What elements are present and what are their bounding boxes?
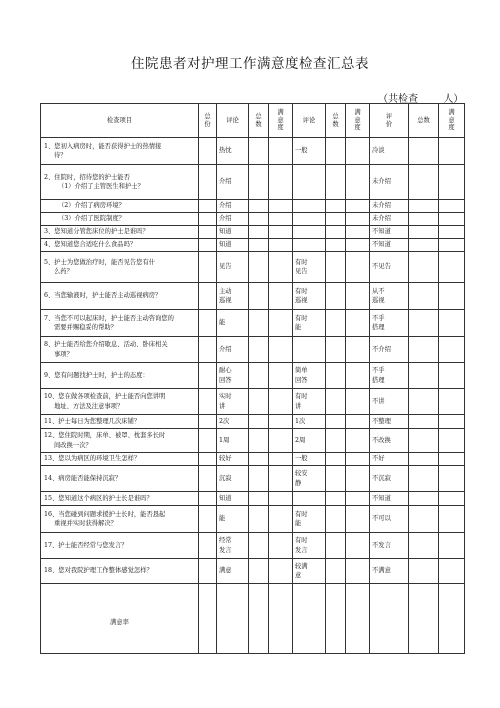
count-cell-3	[409, 415, 439, 429]
total-cell	[199, 453, 217, 466]
total-cell	[199, 310, 217, 337]
satisfaction-rate-cell	[346, 584, 370, 654]
satisfaction-cell-3	[439, 337, 465, 363]
satisfaction-cell-2	[346, 165, 370, 200]
satisfaction-rate-cell	[439, 584, 465, 654]
question-cell	[41, 453, 199, 466]
satisfaction-cell-2	[346, 283, 370, 310]
question-cell	[41, 415, 199, 429]
satisfaction-cell-1	[269, 226, 293, 239]
question-text: 16、当您碰到问题求援护士长时，能否恳起	[44, 510, 166, 518]
question-cell	[41, 213, 199, 226]
answer-option-1: 沉寂	[217, 466, 249, 492]
answer-option-2: 有时 能	[293, 506, 326, 533]
count-cell-1	[249, 389, 269, 415]
count-cell-3	[409, 138, 439, 165]
count-cell-2	[326, 310, 346, 337]
satisfaction-cell-2	[346, 466, 370, 492]
table-row	[41, 226, 465, 239]
question-text: 12、您住院时期，床单、被罩、枕套多长时	[44, 432, 166, 440]
question-cell	[41, 559, 199, 584]
answer-option-3: 不满意	[370, 559, 409, 584]
count-cell-3	[409, 165, 439, 200]
question-text: 6、当您输液时，护士能否主动巡视病房？	[44, 292, 162, 300]
satisfaction-cell-2	[346, 453, 370, 466]
header-count-3: 总数	[409, 104, 439, 138]
count-cell-3	[409, 239, 439, 252]
count-cell-3	[409, 506, 439, 533]
question-text: 么药？	[54, 268, 73, 275]
header-satisfaction-1: 满 意 度	[269, 104, 293, 138]
answer-option-2	[293, 165, 326, 200]
table-row	[41, 453, 465, 466]
question-text: 9、您有问题找护士时，护士的态度：	[44, 371, 149, 379]
header-count-1: 总 数	[249, 104, 269, 138]
question-text: 15、您知道这个病区的护士长是谁吗？	[44, 494, 153, 502]
answer-option-1: 知道	[217, 239, 249, 252]
satisfaction-cell-2	[346, 559, 370, 584]
satisfaction-cell-1	[269, 310, 293, 337]
answer-option-3: 不发言	[370, 533, 409, 559]
question-text: 事项？	[54, 350, 73, 358]
page-title: 住院患者对护理工作满意度检查汇总表	[131, 56, 369, 72]
question-cell	[41, 239, 199, 252]
answer-option-3: 不介绍	[370, 337, 409, 363]
count-cell-3	[409, 310, 439, 337]
question-text: 10、您在做各项检查前，护士能否向您讲明	[44, 393, 166, 401]
satisfaction-cell-1	[269, 559, 293, 584]
total-cell	[199, 363, 217, 389]
count-cell-1	[249, 239, 269, 252]
answer-option-3: 不讲	[370, 389, 409, 415]
answer-option-2: 有时 发言	[293, 533, 326, 559]
total-cell	[199, 492, 217, 506]
satisfaction-rate-row	[41, 584, 465, 654]
question-text: 11、护士每日为您整理几次床铺？	[44, 417, 141, 425]
question-text: 1、您初入病房时，能否获得护士的热情接	[44, 142, 162, 150]
count-cell-3	[409, 283, 439, 310]
answer-option-1: 实时 讲	[217, 389, 249, 415]
table-row	[41, 252, 465, 283]
answer-option-1: 主动 巡视	[217, 283, 249, 310]
satisfaction-rate-cell	[199, 584, 217, 654]
satisfaction-cell-1	[269, 138, 293, 165]
answer-option-1: 热忱	[217, 138, 249, 165]
answer-option-1: 耐心 回答	[217, 363, 249, 389]
answer-option-1: 介绍	[217, 213, 249, 226]
satisfaction-cell-3	[439, 138, 465, 165]
total-cell	[199, 389, 217, 415]
count-cell-2	[326, 138, 346, 165]
total-cell	[199, 252, 217, 283]
question-cell	[41, 466, 199, 492]
header-satisfaction-2: 满 意 度	[346, 104, 370, 138]
satisfaction-cell-1	[269, 283, 293, 310]
total-cell	[199, 138, 217, 165]
answer-option-1: 介绍	[217, 165, 249, 200]
count-cell-1	[249, 165, 269, 200]
satisfaction-cell-3	[439, 415, 465, 429]
question-text: 18、您对我院护理工作整体感觉怎样？	[44, 567, 153, 575]
answer-option-2	[293, 200, 326, 213]
question-text: 2、住院时，招待您的护士能否	[44, 173, 130, 181]
question-text: 需要并赐稳妥的帮助？	[54, 324, 117, 331]
satisfaction-cell-2	[346, 239, 370, 252]
header-total-copies: 总 份	[199, 104, 217, 138]
count-cell-1	[249, 506, 269, 533]
question-cell	[41, 506, 199, 533]
count-cell-3	[409, 252, 439, 283]
answer-option-1: 知道	[217, 226, 249, 239]
count-cell-1	[249, 337, 269, 363]
question-cell	[41, 283, 199, 310]
header-evaluation-3: 评 价	[370, 104, 409, 138]
count-cell-1	[249, 466, 269, 492]
satisfaction-cell-1	[269, 466, 293, 492]
answer-option-2	[293, 226, 326, 239]
satisfaction-cell-2	[346, 363, 370, 389]
answer-option-2	[293, 337, 326, 363]
question-text: 13、您以为病区的环境卫生怎样？	[44, 455, 141, 463]
count-cell-2	[326, 389, 346, 415]
answer-option-1: 较好	[217, 453, 249, 466]
satisfaction-cell-3	[439, 453, 465, 466]
total-cell	[199, 466, 217, 492]
inspection-count-note: （共检查 人）	[378, 94, 464, 105]
satisfaction-cell-2	[346, 138, 370, 165]
question-text: 4、您知道您合适吃什么食品吗？	[44, 241, 137, 249]
answer-option-1: 知道	[217, 492, 249, 506]
satisfaction-cell-1	[269, 453, 293, 466]
total-cell	[199, 559, 217, 584]
answer-option-2: 有时 能	[293, 310, 326, 337]
total-cell	[199, 239, 217, 252]
count-cell-2	[326, 429, 346, 453]
question-cell	[41, 165, 199, 200]
table-row	[41, 363, 465, 389]
count-cell-1	[249, 559, 269, 584]
answer-option-2	[293, 492, 326, 506]
answer-option-2: 有时 见告	[293, 252, 326, 283]
table-row	[41, 310, 465, 337]
satisfaction-rate-cell	[370, 584, 409, 654]
header-count-2: 总 数	[326, 104, 346, 138]
question-cell	[41, 429, 199, 453]
question-text: 8、护士能否给您介绍歇息、活动、卧床相关	[44, 341, 168, 349]
count-cell-3	[409, 389, 439, 415]
count-cell-1	[249, 310, 269, 337]
count-cell-3	[409, 533, 439, 559]
satisfaction-cell-3	[439, 165, 465, 200]
count-cell-2	[326, 533, 346, 559]
count-cell-2	[326, 200, 346, 213]
table-row	[41, 389, 465, 415]
table-row	[41, 429, 465, 453]
table-row	[41, 138, 465, 165]
answer-option-2: 简单 回答	[293, 363, 326, 389]
answer-option-3: 未介绍	[370, 213, 409, 226]
table-row	[41, 415, 465, 429]
satisfaction-cell-3	[439, 226, 465, 239]
count-cell-1	[249, 213, 269, 226]
answer-option-2: 1次	[293, 415, 326, 429]
count-cell-3	[409, 466, 439, 492]
answer-option-1: 1周	[217, 429, 249, 453]
question-cell	[41, 226, 199, 239]
satisfaction-cell-3	[439, 492, 465, 506]
count-cell-2	[326, 226, 346, 239]
satisfaction-rate-label: 满意率	[41, 584, 199, 654]
answer-option-3: 未介绍	[370, 200, 409, 213]
answer-option-3: 不乎 搭理	[370, 310, 409, 337]
satisfaction-cell-2	[346, 310, 370, 337]
answer-option-3: 不改换	[370, 429, 409, 453]
answer-option-1: 能	[217, 506, 249, 533]
question-cell	[41, 492, 199, 506]
count-cell-2	[326, 466, 346, 492]
satisfaction-cell-3	[439, 363, 465, 389]
satisfaction-cell-1	[269, 492, 293, 506]
answer-option-1: 满意	[217, 559, 249, 584]
count-cell-1	[249, 533, 269, 559]
question-text: 7、当您不可以起床时，护士能否主动咨询您的	[44, 314, 174, 322]
count-cell-1	[249, 138, 269, 165]
count-cell-1	[249, 363, 269, 389]
count-cell-1	[249, 283, 269, 310]
satisfaction-rate-cell	[409, 584, 439, 654]
satisfaction-cell-1	[269, 337, 293, 363]
count-cell-1	[249, 252, 269, 283]
answer-option-2: 2周	[293, 429, 326, 453]
satisfaction-cell-1	[269, 165, 293, 200]
answer-option-1: 介绍	[217, 200, 249, 213]
survey-rows	[41, 138, 465, 654]
answer-option-1: 经常 发言	[217, 533, 249, 559]
satisfaction-cell-1	[269, 213, 293, 226]
question-cell	[41, 252, 199, 283]
satisfaction-cell-3	[439, 466, 465, 492]
answer-option-3: 不见告	[370, 252, 409, 283]
satisfaction-rate-cell	[326, 584, 346, 654]
count-cell-2	[326, 453, 346, 466]
table-row	[41, 239, 465, 252]
satisfaction-rate-cell	[293, 584, 326, 654]
satisfaction-cell-3	[439, 239, 465, 252]
satisfaction-cell-2	[346, 492, 370, 506]
question-cell	[41, 363, 199, 389]
count-cell-3	[409, 337, 439, 363]
count-cell-3	[409, 429, 439, 453]
satisfaction-cell-1	[269, 429, 293, 453]
satisfaction-cell-3	[439, 310, 465, 337]
count-cell-2	[326, 492, 346, 506]
answer-option-1: 2次	[217, 415, 249, 429]
satisfaction-cell-3	[439, 283, 465, 310]
satisfaction-cell-3	[439, 389, 465, 415]
question-text: 3、您知道分管您床位的护士是谁吗？	[44, 228, 149, 236]
count-cell-3	[409, 226, 439, 239]
count-cell-2	[326, 252, 346, 283]
count-cell-3	[409, 200, 439, 213]
count-cell-3	[409, 213, 439, 226]
count-cell-2	[326, 415, 346, 429]
question-text: 14、病房能否能保持沉寂？	[44, 474, 122, 482]
count-cell-2	[326, 337, 346, 363]
table-row	[41, 337, 465, 363]
total-cell	[199, 337, 217, 363]
total-cell	[199, 200, 217, 213]
count-cell-2	[326, 239, 346, 252]
count-cell-2	[326, 283, 346, 310]
table-row	[41, 492, 465, 506]
question-cell	[41, 310, 199, 337]
answer-option-1: 能	[217, 310, 249, 337]
question-text: 地址、方法及注意事项？	[54, 402, 124, 410]
total-cell	[199, 415, 217, 429]
answer-option-2: 有时 讲	[293, 389, 326, 415]
answer-option-3: 不知道	[370, 492, 409, 506]
answer-option-2	[293, 239, 326, 252]
total-cell	[199, 165, 217, 200]
count-cell-1	[249, 429, 269, 453]
table-row	[41, 533, 465, 559]
satisfaction-cell-1	[269, 415, 293, 429]
satisfaction-cell-3	[439, 252, 465, 283]
answer-option-2	[293, 213, 326, 226]
question-text: 重视并实时获得解决？	[54, 520, 117, 527]
answer-option-2: 一般	[293, 453, 326, 466]
question-text: （3）介绍了医院制度？	[58, 215, 125, 223]
satisfaction-cell-2	[346, 252, 370, 283]
satisfaction-rate-cell	[269, 584, 293, 654]
question-cell	[41, 533, 199, 559]
satisfaction-cell-2	[346, 506, 370, 533]
total-cell	[199, 429, 217, 453]
satisfaction-cell-3	[439, 429, 465, 453]
satisfaction-cell-1	[269, 200, 293, 213]
header-evaluation-1: 评论	[217, 104, 249, 138]
answer-option-3: 不好	[370, 453, 409, 466]
answer-option-3: 不整理	[370, 415, 409, 429]
count-cell-3	[409, 492, 439, 506]
table-row	[41, 200, 465, 213]
answer-option-2: 较安 静	[293, 466, 326, 492]
satisfaction-cell-2	[346, 200, 370, 213]
count-cell-1	[249, 492, 269, 506]
table-header-row	[41, 104, 465, 138]
answer-option-3: 从不 巡视	[370, 283, 409, 310]
total-cell	[199, 506, 217, 533]
satisfaction-cell-1	[269, 239, 293, 252]
satisfaction-survey-table	[40, 103, 465, 654]
header-satisfaction-3: 满 意 度	[439, 104, 465, 138]
question-cell	[41, 337, 199, 363]
count-cell-1	[249, 226, 269, 239]
table-row	[41, 165, 465, 200]
header-item: 检查项目	[41, 104, 199, 138]
count-cell-1	[249, 200, 269, 213]
question-cell	[41, 389, 199, 415]
table-row	[41, 213, 465, 226]
count-cell-3	[409, 559, 439, 584]
answer-option-3: 不知道	[370, 226, 409, 239]
count-cell-3	[409, 453, 439, 466]
answer-option-2: 较满 意	[293, 559, 326, 584]
total-cell	[199, 226, 217, 239]
answer-option-3: 冷淡	[370, 138, 409, 165]
question-text: （2）介绍了病房环境？	[58, 202, 125, 210]
satisfaction-cell-2	[346, 429, 370, 453]
satisfaction-cell-1	[269, 252, 293, 283]
satisfaction-rate-cell	[217, 584, 249, 654]
satisfaction-cell-3	[439, 559, 465, 584]
answer-option-2: 一般	[293, 138, 326, 165]
table-row	[41, 559, 465, 584]
count-cell-1	[249, 453, 269, 466]
count-cell-2	[326, 213, 346, 226]
satisfaction-cell-3	[439, 506, 465, 533]
satisfaction-cell-3	[439, 533, 465, 559]
answer-option-3: 不可以	[370, 506, 409, 533]
count-cell-2	[326, 363, 346, 389]
count-cell-2	[326, 165, 346, 200]
table-row	[41, 506, 465, 533]
header-evaluation-2: 评论	[293, 104, 326, 138]
answer-option-1: 介绍	[217, 337, 249, 363]
question-text: 5、护士为您做治疗时，能否见告您有什	[44, 258, 156, 266]
answer-option-3: 不知道	[370, 239, 409, 252]
answer-option-3: 未介绍	[370, 165, 409, 200]
satisfaction-cell-1	[269, 389, 293, 415]
satisfaction-cell-2	[346, 226, 370, 239]
satisfaction-cell-1	[269, 506, 293, 533]
question-cell	[41, 138, 199, 165]
answer-option-2: 有时 巡视	[293, 283, 326, 310]
count-cell-3	[409, 363, 439, 389]
question-cell	[41, 200, 199, 213]
satisfaction-cell-2	[346, 415, 370, 429]
satisfaction-rate-cell	[249, 584, 269, 654]
answer-option-1: 见告	[217, 252, 249, 283]
answer-option-3: 不乎 搭理	[370, 363, 409, 389]
count-cell-2	[326, 506, 346, 533]
question-text: 间改换一次？	[54, 441, 92, 449]
satisfaction-cell-1	[269, 363, 293, 389]
total-cell	[199, 533, 217, 559]
table-row	[41, 283, 465, 310]
total-cell	[199, 213, 217, 226]
table-row	[41, 466, 465, 492]
question-text: 待？	[54, 152, 67, 159]
satisfaction-cell-3	[439, 213, 465, 226]
total-cell	[199, 283, 217, 310]
count-cell-1	[249, 415, 269, 429]
count-cell-2	[326, 559, 346, 584]
satisfaction-cell-2	[346, 337, 370, 363]
question-text: （1）介绍了主管医生和护士？	[58, 183, 144, 190]
question-text: 17、护士能否经常与您发言？	[44, 541, 128, 549]
satisfaction-cell-3	[439, 200, 465, 213]
satisfaction-cell-2	[346, 533, 370, 559]
satisfaction-cell-1	[269, 533, 293, 559]
satisfaction-cell-2	[346, 213, 370, 226]
answer-option-3: 不沉寂	[370, 466, 409, 492]
satisfaction-cell-2	[346, 389, 370, 415]
